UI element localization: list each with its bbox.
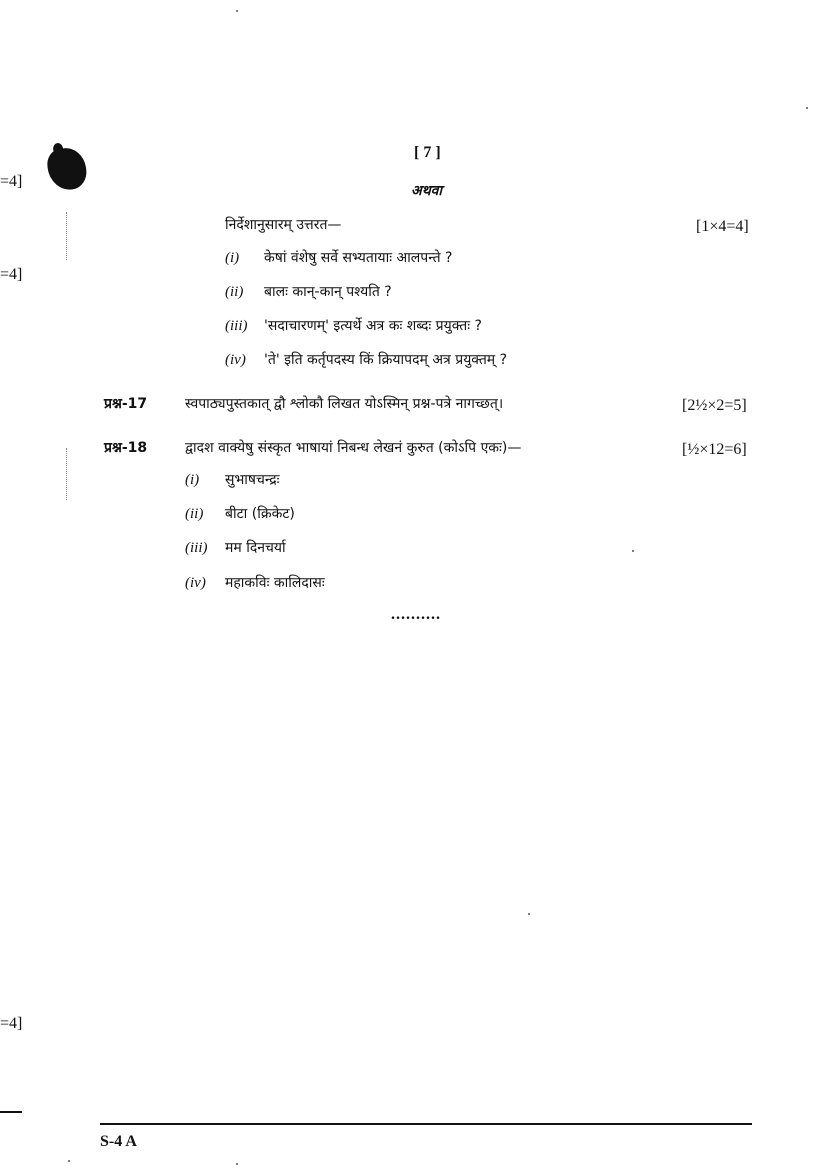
athava-heading: अथवा: [411, 183, 443, 199]
footer-rule: [100, 1123, 752, 1125]
sub-question-number: (i): [225, 250, 240, 266]
topic-text: महाकविः कालिदासः: [225, 575, 325, 591]
scan-dots-lower: [66, 448, 68, 500]
end-of-paper-dots: ..........: [391, 606, 441, 623]
sub-question-text: 'ते' इति कर्तृपदस्य किं क्रियापदम् अत्र प्रयुक्तम् ?: [264, 352, 508, 368]
topic-number: (ii): [185, 506, 204, 522]
q17-label: प्रश्न-17: [104, 396, 148, 412]
topic-number: (iv): [185, 575, 206, 591]
scan-dots-upper: [66, 212, 68, 260]
page-number: [ 7 ]: [414, 144, 441, 161]
footer-code: S-4 A: [100, 1133, 137, 1150]
q18-text: द्वादश वाक्येषु संस्कृत भाषायां निबन्ध लेखनं कुरुत (कोऽपि एकः)—: [185, 440, 522, 456]
scan-speck: [632, 550, 634, 552]
scan-speck: [236, 1163, 238, 1165]
q17-text: स्वपाठ्यपुस्तकात् द्वौ श्लोकौ लिखत योऽस्मिन् प्रश्न-पत्रे नागच्छत्।: [185, 396, 504, 412]
left-edge-rule: [0, 1111, 22, 1113]
scan-speck: [236, 10, 238, 12]
q18-marks: [½×12=6]: [682, 441, 747, 458]
sub-question-number: (iii): [225, 318, 248, 334]
topic-text: सुभाषचन्द्रः: [225, 472, 280, 488]
sub-question-text: केषां वंशेषु सर्वे सभ्यतायाः आलपन्ते ?: [264, 250, 453, 266]
edge-mark-1: =4]: [0, 173, 23, 190]
scan-speck: [806, 107, 808, 109]
topic-number: (iii): [185, 540, 208, 556]
topic-text: बीटा (क्रिकेट): [225, 506, 295, 522]
edge-mark-3: =4]: [0, 1015, 23, 1032]
sub-question-text: बालः कान्-कान् पश्यति ?: [264, 284, 392, 300]
instruction-text: निर्देशानुसारम् उत्तरत—: [225, 217, 342, 233]
scan-speck: [528, 913, 530, 915]
sub-question-number: (ii): [225, 284, 244, 300]
instruction-marks: [1×4=4]: [696, 218, 749, 235]
topic-text: मम दिनचर्या: [225, 540, 286, 556]
ink-blot: [45, 146, 88, 193]
sub-question-text: 'सदाचारणम्' इत्यर्थे अत्र कः शब्दः प्रयुक्तः ?: [264, 318, 482, 334]
sub-question-number: (iv): [225, 352, 246, 368]
q17-marks: [2½×2=5]: [682, 397, 747, 414]
q18-label: प्रश्न-18: [104, 440, 148, 456]
edge-mark-2: =4]: [0, 266, 23, 283]
topic-number: (i): [185, 472, 200, 488]
scan-speck: [68, 1160, 70, 1162]
